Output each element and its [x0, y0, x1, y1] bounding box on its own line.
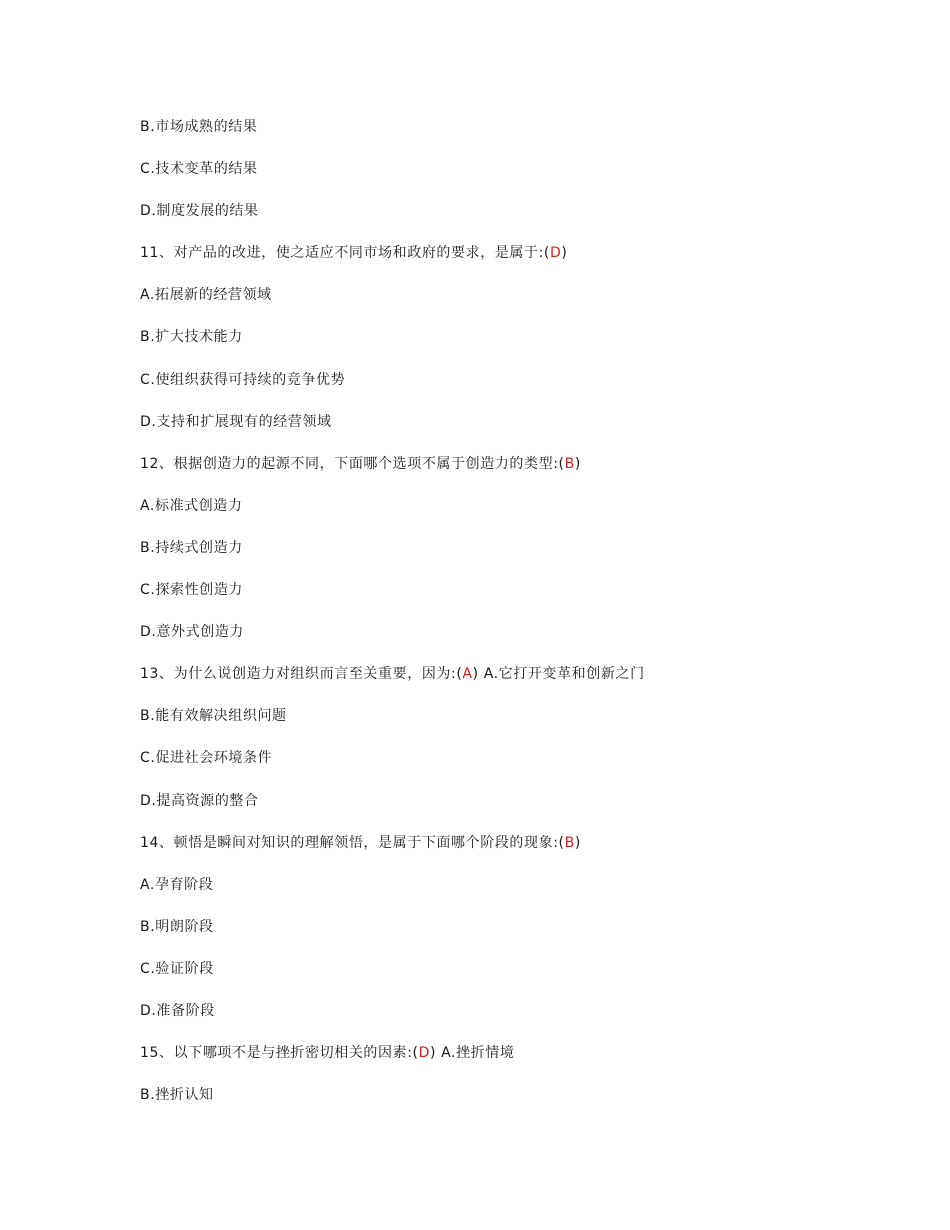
option-text: A.孕育阶段 [140, 876, 214, 893]
question-12 [140, 453, 900, 495]
option-text: B.能有效解决组织问题 [140, 708, 287, 725]
answer-letter: D [550, 245, 562, 262]
option-text: C.技术变革的结果 [140, 161, 258, 178]
question-text: 13、为什么说创造力对组织而言至关重要，因为:( [140, 666, 463, 683]
option-line [140, 874, 900, 916]
option-line [140, 537, 900, 579]
option-text: D.制度发展的结果 [140, 203, 259, 220]
option-line [140, 495, 900, 537]
option-text: C.验证阶段 [140, 960, 214, 977]
question-text: 15、以下哪项不是与挫折密切相关的因素:( [140, 1045, 419, 1062]
option-text: C.使组织获得可持续的竞争优势 [140, 371, 346, 388]
option-line [140, 747, 900, 789]
option-text: D.支持和扩展现有的经营领域 [140, 413, 332, 430]
option-line [140, 200, 900, 242]
option-line [140, 411, 900, 453]
option-line [140, 621, 900, 663]
option-text: B.扩大技术能力 [140, 329, 243, 346]
option-line [140, 916, 900, 958]
question-text-end: ) A.它打开变革和创新之门 [472, 666, 645, 683]
option-line [140, 790, 900, 832]
answer-letter: A [462, 666, 473, 683]
option-text: C.探索性创造力 [140, 582, 244, 599]
option-line [140, 705, 900, 747]
option-text: D.意外式创造力 [140, 624, 245, 641]
question-text: 12、根据创造力的起源不同，下面哪个选项不属于创造力的类型:( [140, 455, 565, 472]
option-line [140, 369, 900, 411]
option-text: D.准备阶段 [140, 1002, 215, 1019]
question-13 [140, 663, 900, 705]
option-line [140, 116, 900, 158]
option-text: B.持续式创造力 [140, 539, 243, 556]
option-text: D.提高资源的整合 [140, 792, 259, 809]
option-line [140, 1000, 900, 1042]
option-text: B.明朗阶段 [140, 918, 214, 935]
option-text: A.标准式创造力 [140, 497, 243, 514]
answer-letter: D [418, 1045, 430, 1062]
option-text: C.促进社会环境条件 [140, 750, 273, 767]
document-page [140, 116, 900, 1126]
option-text: B.挫折认知 [140, 1087, 214, 1104]
question-11 [140, 242, 900, 284]
option-line [140, 284, 900, 326]
question-text-end: ) [574, 455, 581, 472]
question-text: 11、对产品的改进，使之适应不同市场和政府的要求，是属于:( [140, 245, 550, 262]
option-line [140, 1084, 900, 1126]
option-line [140, 158, 900, 200]
option-line [140, 579, 900, 621]
answer-letter: B [564, 834, 575, 851]
question-14 [140, 832, 900, 874]
question-text-end: ) [561, 245, 568, 262]
option-line [140, 326, 900, 368]
option-text: A.拓展新的经营领域 [140, 287, 272, 304]
question-text-end: ) A.挫折情境 [429, 1045, 515, 1062]
question-text: 14、顿悟是瞬间对知识的理解领悟，是属于下面哪个阶段的现象:( [140, 834, 565, 851]
question-text-end: ) [574, 834, 581, 851]
question-15 [140, 1042, 900, 1084]
option-text: B.市场成熟的结果 [140, 119, 258, 135]
option-line [140, 958, 900, 1000]
answer-letter: B [564, 455, 575, 472]
